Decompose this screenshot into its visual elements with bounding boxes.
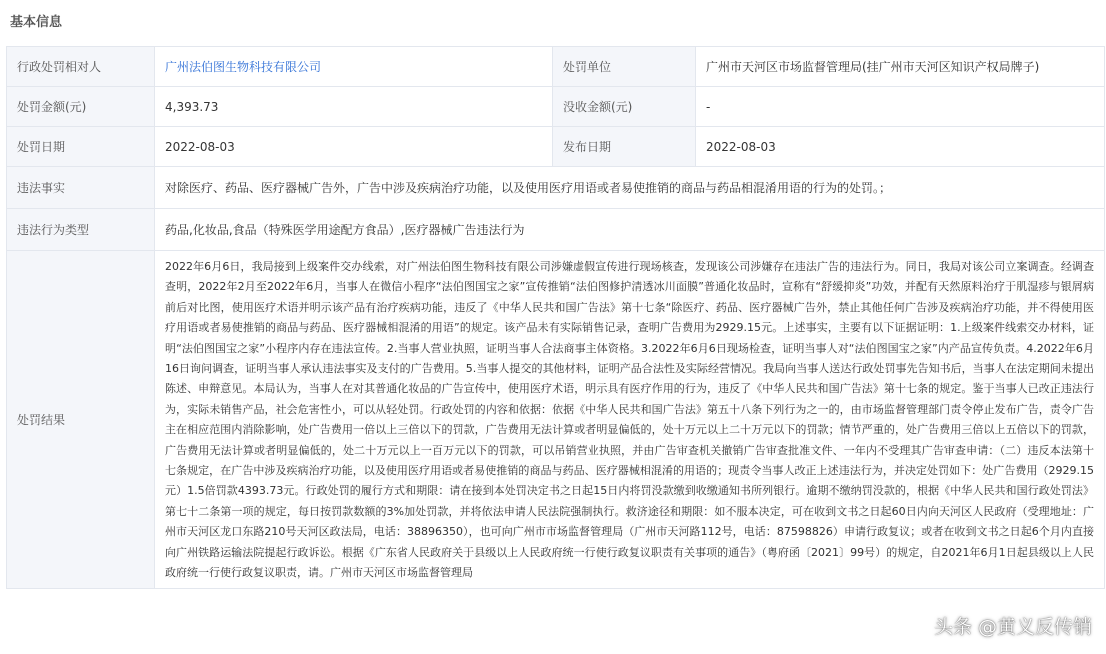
result-label: 处罚结果 <box>7 251 155 589</box>
type-value: 药品,化妆品,食品（特殊医学用途配方食品）,医疗器械广告违法行为 <box>155 209 1105 251</box>
result-value: 2022年6月6日，我局接到上级案件交办线索，对广州法伯图生物科技有限公司涉嫌虚假宣传进行现场核查，发现该公司涉嫌存在违法广告的违法行为。同日，我局对该公司立案调查。经调查查明，2022年2月至2022年6月，当事人在微信小程序“法伯图国宝之家”宣传推销“法伯图修护清透冰川面膜”普通化妆品时，宣称有“舒缓抑炎”功效，并配有天然原料治疗于肌湿疹与银屑病前后对比图，使用医疗术语并明示该产品有治疗疾病功能，违反了《中华人民共和国广告法》第十七条“除医疗、药品、医疗器械广告外，禁止其他任何广告涉及疾病治疗功能，并不得使用医疗用语或者易使推销的商品与药品、医疗器械相混淆的用语”的规定。该产品未有实际销售记录，查明广告费用为2929.15元。上述事实，主要有以下证据证明：1.上级案件线索交办材料，证明“法伯图国宝之家”小程序内存在违法宣传。2.当事人营业执照，证明当事人合法商事主体资格。3.2022年6月6日现场检查，证明当事人对“法伯图国宝之家”内产品宣传负责。4.2022年6月16日询问调查，证明当事人承认违法事实及支付的广告费用。5.当事人提交的其他材料，证明产品合法性及实际经营情况。我局向当事人送达行政处罚事先告知书后，当事人在法定期间未提出陈述、申辩意见。本局认为，当事人在对其普通化妆品的广告宣传中，使用医疗术语，明示具有医疗作用的行为，违反了《中华人民共和国广告法》第十七条的规定。鉴于当事人已改正违法行为，实际未销售产品，社会危害性小，可以从轻处罚。行政处罚的内容和依据：依据《中华人民共和国广告法》第五十八条下列行为之一的，由市场监督管理部门责令停止发布广告，责令广告主在相应范围内消除影响，处广告费用一倍以上三倍以下的罚款，广告费用无法计算或者明显偏低的，处十万元以上二十万元以下的罚款；情节严重的，处广告费用三倍以上五倍以下的罚款，广告费用无法计算或者明显偏低的，处二十万元以上一百万元以下的罚款，可以吊销营业执照，并由广告审查机关撤销广告审查批准文件、一年内不受理其广告审查申请：（二）违反本法第十七条规定，在广告中涉及疾病治疗功能，以及使用医疗用语或者易使推销的商品与药品、医疗器械相混淆的用语的；现责令当事人改正上述违法行为，并决定处罚如下：处广告费用（2929.15元）1.5倍罚款4393.73元。行政处罚的履行方式和期限：请在接到本处罚决定书之日起15日内将罚没款缴到收缴通知书所列银行。逾期不缴纳罚没款的，根据《中华人民共和国行政处罚法》第七十二条第一项的规定，每日按罚款数额的3%加处罚款，并将依法申请人民法院强制执行。救济途径和期限：如不服本决定，可在收到文书之日起60日内向天河区人民政府（受理地址：广州市天河区龙口东路210号天河区政法局，电话：38896350），也可向广州市市场监督管理局（广州市天河路112号，电话：87598826）申请行政复议；或者在收到文书之日起6个月内直接向广州铁路运输法院提起行政诉讼。根据《广东省人民政府关于县级以上人民政府统一行使行政复议职责有关事项的通告》（粤府函〔2021〕99号）的规定，自2021年6月1日起县级以上人民政府统一行使行政复议职责，请。广州市天河区市场监督管理局 <box>165 260 1094 580</box>
table-row <box>7 127 1105 167</box>
table-row <box>7 47 1105 87</box>
facts-value: 对除医疗、药品、医疗器械广告外，广告中涉及疾病治疗功能，以及使用医疗用语或者易使推销的商品与药品相混淆用语的行为的处罚。； <box>155 167 1105 209</box>
section-title: 基本信息 <box>10 15 63 30</box>
result-value-cell <box>155 251 1105 589</box>
date-label: 处罚日期 <box>7 127 155 167</box>
table-row <box>7 251 1105 589</box>
party-link[interactable]: 广州法伯图生物科技有限公司 <box>165 60 322 74</box>
watermark: 头条 @黄义反传销 <box>933 615 1092 638</box>
facts-label: 违法事实 <box>7 167 155 209</box>
confiscated-label: 没收金额(元) <box>553 87 696 127</box>
amount-label: 处罚金额(元) <box>7 87 155 127</box>
table-row <box>7 209 1105 251</box>
unit-value: 广州市天河区市场监督管理局(挂广州市天河区知识产权局牌子) <box>696 47 1105 87</box>
unit-label: 处罚单位 <box>553 47 696 87</box>
confiscated-value: - <box>696 87 1105 127</box>
party-value-cell <box>155 47 553 87</box>
party-label: 行政处罚相对人 <box>7 47 155 87</box>
table-row <box>7 167 1105 209</box>
amount-value: 4,393.73 <box>155 87 553 127</box>
table-row <box>7 87 1105 127</box>
publish-label: 发布日期 <box>553 127 696 167</box>
date-value: 2022-08-03 <box>155 127 553 167</box>
publish-value: 2022-08-03 <box>696 127 1105 167</box>
basic-info-table <box>6 46 1105 589</box>
type-label: 违法行为类型 <box>7 209 155 251</box>
